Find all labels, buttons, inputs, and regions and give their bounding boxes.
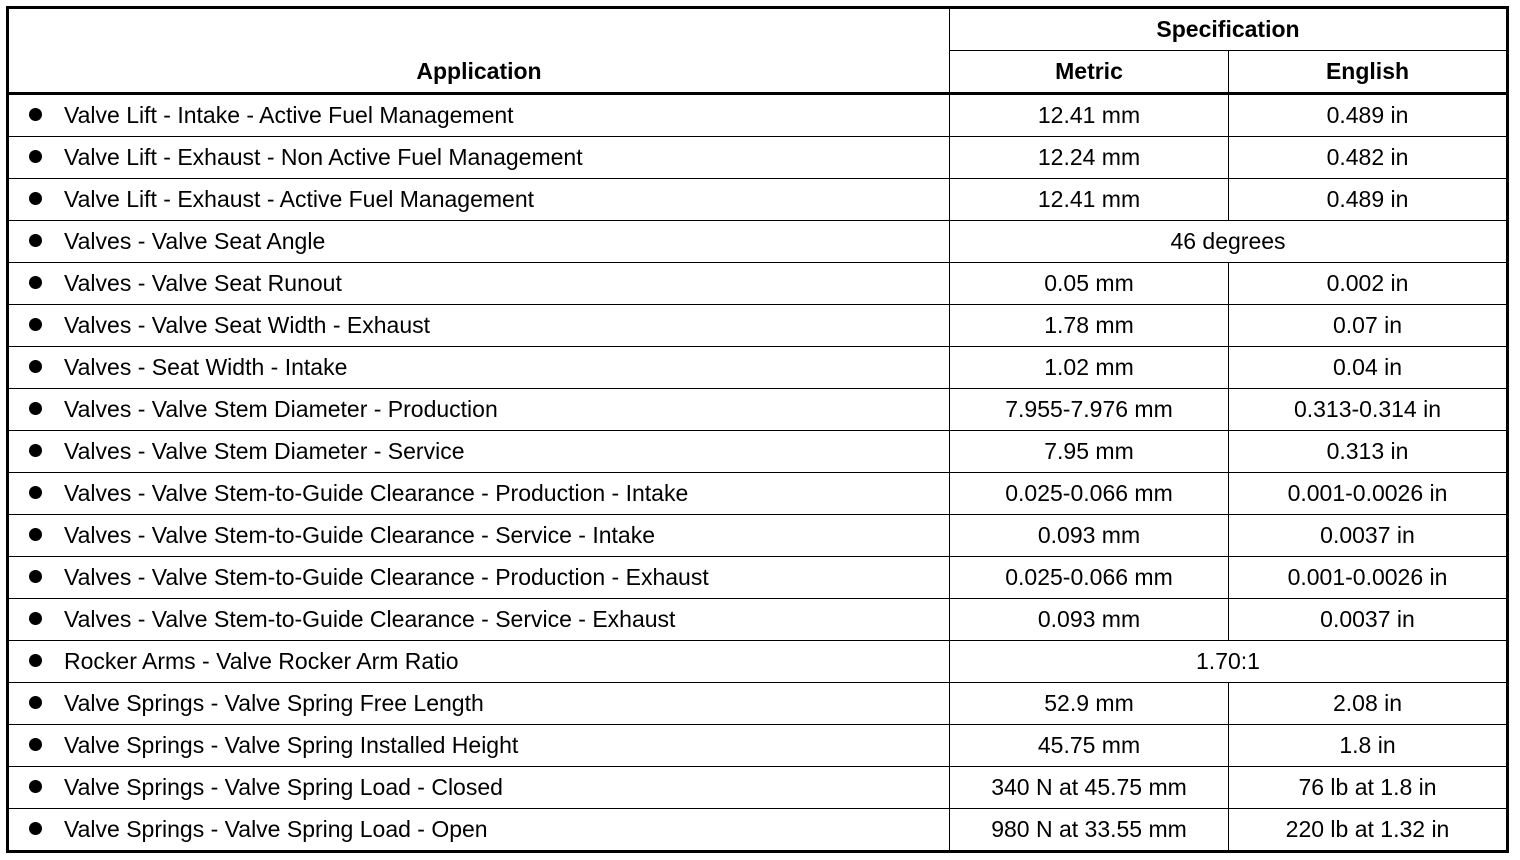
application-label: Valves - Valve Stem-to-Guide Clearance - Production - Intake xyxy=(64,480,689,506)
english-value-cell: 2.08 in xyxy=(1229,683,1508,725)
application-cell xyxy=(8,347,950,389)
table-row xyxy=(8,809,1508,852)
application-cell xyxy=(8,515,950,557)
bullet-icon xyxy=(29,402,42,415)
application-header: Application xyxy=(8,8,950,94)
application-cell xyxy=(8,305,950,347)
metric-value-cell: 12.41 mm xyxy=(950,179,1229,221)
application-label: Valves - Valve Stem Diameter - Service xyxy=(64,438,465,464)
table-row xyxy=(8,347,1508,389)
metric-value-cell: 1.78 mm xyxy=(950,305,1229,347)
table-row xyxy=(8,683,1508,725)
english-value-cell: 0.313 in xyxy=(1229,431,1508,473)
application-label: Valves - Valve Stem-to-Guide Clearance - Service - Intake xyxy=(64,522,655,548)
application-cell xyxy=(8,599,950,641)
english-value-cell: 220 lb at 1.32 in xyxy=(1229,809,1508,852)
metric-value-cell: 980 N at 33.55 mm xyxy=(950,809,1229,852)
combined-value-cell: 46 degrees xyxy=(950,221,1508,263)
metric-value-cell: 7.95 mm xyxy=(950,431,1229,473)
application-cell xyxy=(8,767,950,809)
table-header xyxy=(8,8,1508,94)
application-label: Valves - Valve Seat Angle xyxy=(64,228,326,254)
english-value-cell: 0.0037 in xyxy=(1229,515,1508,557)
table-row xyxy=(8,221,1508,263)
table-row xyxy=(8,725,1508,767)
bullet-icon xyxy=(29,192,42,205)
metric-value-cell: 0.025-0.066 mm xyxy=(950,473,1229,515)
application-label: Rocker Arms - Valve Rocker Arm Ratio xyxy=(64,648,459,674)
application-label: Valve Springs - Valve Spring Installed Height xyxy=(64,732,519,758)
english-value-cell: 0.07 in xyxy=(1229,305,1508,347)
application-label: Valves - Valve Stem Diameter - Production xyxy=(64,396,498,422)
application-cell xyxy=(8,221,950,263)
bullet-icon xyxy=(29,234,42,247)
bullet-icon xyxy=(29,738,42,751)
metric-value-cell: 0.05 mm xyxy=(950,263,1229,305)
bullet-icon xyxy=(29,696,42,709)
english-value-cell: 0.482 in xyxy=(1229,137,1508,179)
english-value-cell: 0.489 in xyxy=(1229,179,1508,221)
bullet-icon xyxy=(29,528,42,541)
metric-value-cell: 12.41 mm xyxy=(950,94,1229,137)
application-cell xyxy=(8,431,950,473)
table-row xyxy=(8,137,1508,179)
application-cell xyxy=(8,473,950,515)
application-cell xyxy=(8,725,950,767)
english-value-cell: 0.002 in xyxy=(1229,263,1508,305)
table-body xyxy=(8,94,1508,852)
metric-value-cell: 340 N at 45.75 mm xyxy=(950,767,1229,809)
table-row xyxy=(8,94,1508,137)
application-label: Valve Springs - Valve Spring Free Length xyxy=(64,690,484,716)
application-label: Valves - Valve Seat Width - Exhaust xyxy=(64,312,431,338)
application-label: Valves - Valve Seat Runout xyxy=(64,270,342,296)
english-value-cell: 0.489 in xyxy=(1229,94,1508,137)
english-value-cell: 0.001-0.0026 in xyxy=(1229,473,1508,515)
application-label: Valve Lift - Exhaust - Non Active Fuel Management xyxy=(64,144,583,170)
specification-header: Specification xyxy=(950,8,1508,51)
metric-value-cell: 12.24 mm xyxy=(950,137,1229,179)
bullet-icon xyxy=(29,612,42,625)
bullet-icon xyxy=(29,276,42,289)
application-cell xyxy=(8,641,950,683)
bullet-icon xyxy=(29,318,42,331)
metric-value-cell: 0.093 mm xyxy=(950,515,1229,557)
table-row xyxy=(8,641,1508,683)
english-value-cell: 0.0037 in xyxy=(1229,599,1508,641)
bullet-icon xyxy=(29,780,42,793)
combined-value-cell: 1.70:1 xyxy=(950,641,1508,683)
specification-table xyxy=(6,6,1509,853)
metric-value-cell: 7.955-7.976 mm xyxy=(950,389,1229,431)
metric-header: Metric xyxy=(950,51,1229,94)
bullet-icon xyxy=(29,150,42,163)
application-label: Valves - Valve Stem-to-Guide Clearance - Production - Exhaust xyxy=(64,564,709,590)
english-header: English xyxy=(1229,51,1508,94)
application-label: Valves - Valve Stem-to-Guide Clearance - Service - Exhaust xyxy=(64,606,676,632)
application-cell xyxy=(8,683,950,725)
table-row xyxy=(8,767,1508,809)
application-label: Valve Lift - Intake - Active Fuel Management xyxy=(64,102,514,128)
metric-value-cell: 0.025-0.066 mm xyxy=(950,557,1229,599)
metric-value-cell: 45.75 mm xyxy=(950,725,1229,767)
application-cell xyxy=(8,94,950,137)
metric-value-cell: 52.9 mm xyxy=(950,683,1229,725)
application-label: Valve Springs - Valve Spring Load - Closed xyxy=(64,774,503,800)
english-value-cell: 76 lb at 1.8 in xyxy=(1229,767,1508,809)
table-row xyxy=(8,389,1508,431)
bullet-icon xyxy=(29,444,42,457)
metric-value-cell: 0.093 mm xyxy=(950,599,1229,641)
table-row xyxy=(8,473,1508,515)
metric-value-cell: 1.02 mm xyxy=(950,347,1229,389)
application-cell xyxy=(8,389,950,431)
english-value-cell: 0.001-0.0026 in xyxy=(1229,557,1508,599)
bullet-icon xyxy=(29,570,42,583)
bullet-icon xyxy=(29,108,42,121)
bullet-icon xyxy=(29,360,42,373)
table-row xyxy=(8,431,1508,473)
application-label: Valve Springs - Valve Spring Load - Open xyxy=(64,816,488,842)
table-row xyxy=(8,557,1508,599)
english-value-cell: 0.04 in xyxy=(1229,347,1508,389)
application-cell xyxy=(8,137,950,179)
english-value-cell: 0.313-0.314 in xyxy=(1229,389,1508,431)
bullet-icon xyxy=(29,822,42,835)
bullet-icon xyxy=(29,486,42,499)
header-row-1 xyxy=(8,8,1508,51)
bullet-icon xyxy=(29,654,42,667)
table-row xyxy=(8,179,1508,221)
table-row xyxy=(8,263,1508,305)
english-value-cell: 1.8 in xyxy=(1229,725,1508,767)
table-row xyxy=(8,599,1508,641)
table-row xyxy=(8,305,1508,347)
application-cell xyxy=(8,263,950,305)
application-label: Valves - Seat Width - Intake xyxy=(64,354,348,380)
table-row xyxy=(8,515,1508,557)
application-cell xyxy=(8,179,950,221)
application-label: Valve Lift - Exhaust - Active Fuel Management xyxy=(64,186,535,212)
application-cell xyxy=(8,557,950,599)
application-cell xyxy=(8,809,950,852)
